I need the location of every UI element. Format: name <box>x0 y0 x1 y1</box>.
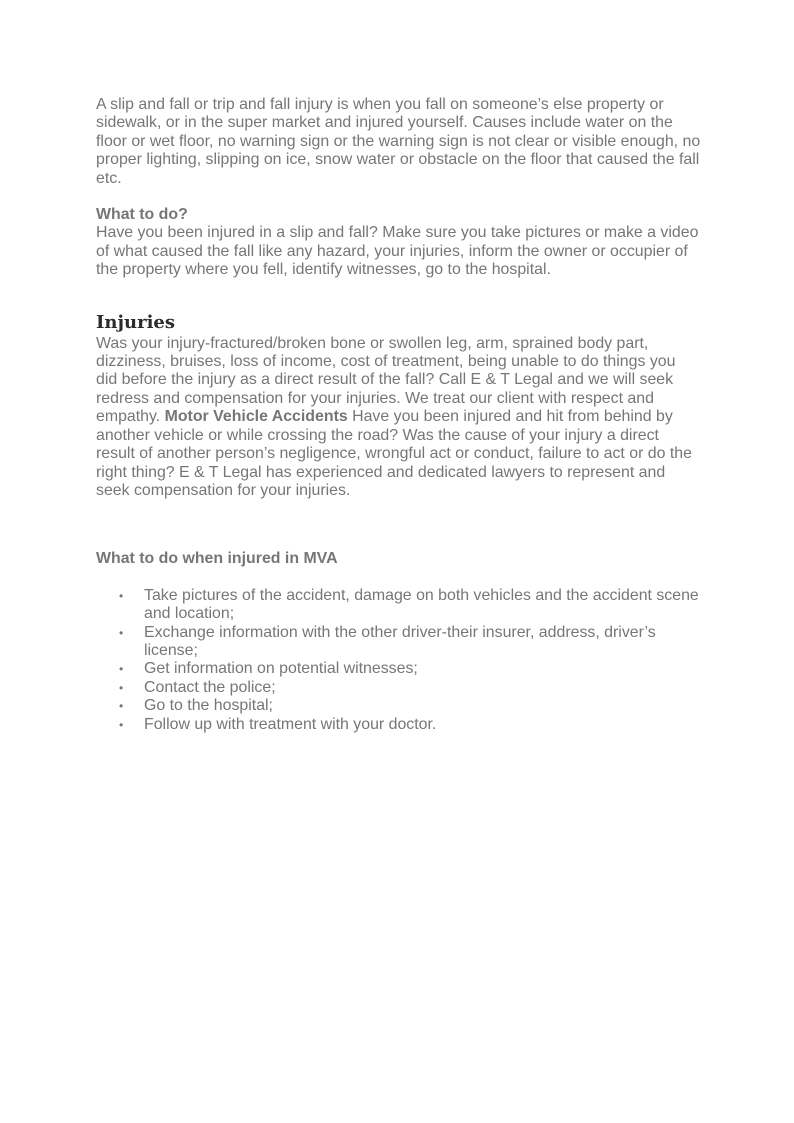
bullet-icon: • <box>119 662 124 677</box>
motor-vehicle-accidents-label: Motor Vehicle Accidents <box>164 408 348 426</box>
mva-steps-list <box>96 587 701 734</box>
injuries-paragraph <box>96 335 701 501</box>
what-to-do-heading: What to do? <box>96 206 188 224</box>
injuries-heading: Injuries <box>96 311 176 333</box>
bullet-icon: • <box>119 717 124 732</box>
list-item-text: Contact the police; <box>144 678 276 696</box>
list-item-text: Exchange information with the other driver-their insurer, address, driver’s license; <box>144 623 656 659</box>
list-item-text: Take pictures of the accident, damage on both vehicles and the accident scene and location; <box>144 586 699 623</box>
list-item <box>119 623 701 661</box>
injuries-text-end: Have you been injured and hit from behind by another vehicle or while crossing the road? Was the cause of your injury a direct result of another person’s negligence, wrongful act or conduct, failure to act or do the right thing? E & T Legal has experienced and dedicated lawyers to represent and seek compensation for your injuries. <box>96 408 692 499</box>
intro-paragraph: A slip and fall or trip and fall injury is when you fall on someone’s else property or sidewalk, or in the super market and injured yourself. Causes include water on the floor or wet floor, no warning sign or the warning sign is not clear or visible enough, no proper lighting, slipping on ice, snow water or obstacle on the floor that caused the fall etc. <box>96 96 701 187</box>
bullet-icon: • <box>119 699 124 714</box>
bullet-icon: • <box>119 625 124 640</box>
list-item <box>119 586 701 624</box>
list-item <box>119 660 701 678</box>
list-item <box>119 678 701 697</box>
list-item <box>119 715 701 734</box>
list-item-text: Go to the hospital; <box>144 697 273 715</box>
what-to-do-paragraph: Have you been injured in a slip and fall? Make sure you take pictures or make a video of what caused the fall like any hazard, your injuries, inform the owner or occupier of the property where you fell, identify witnesses, go to the hospital. <box>96 224 699 279</box>
mva-heading: What to do when injured in MVA <box>96 550 338 568</box>
bullet-icon: • <box>119 588 124 603</box>
list-item-text: Get information on potential witnesses; <box>144 660 418 678</box>
bullet-icon: • <box>119 680 124 695</box>
list-item-text: Follow up with treatment with your doctor. <box>144 715 437 733</box>
injuries-text-start: Was your injury-fractured/broken bone or swollen leg, arm, sprained body part, dizziness, bruises, loss of income, cost of treatment, being unable to do things you did before the injury as a direct result of the fall? Call E & T Legal and we will seek redress and compensation for your injuries. We treat our client with respect and empathy. <box>96 334 676 426</box>
list-item <box>119 697 701 715</box>
document-page <box>96 96 701 734</box>
